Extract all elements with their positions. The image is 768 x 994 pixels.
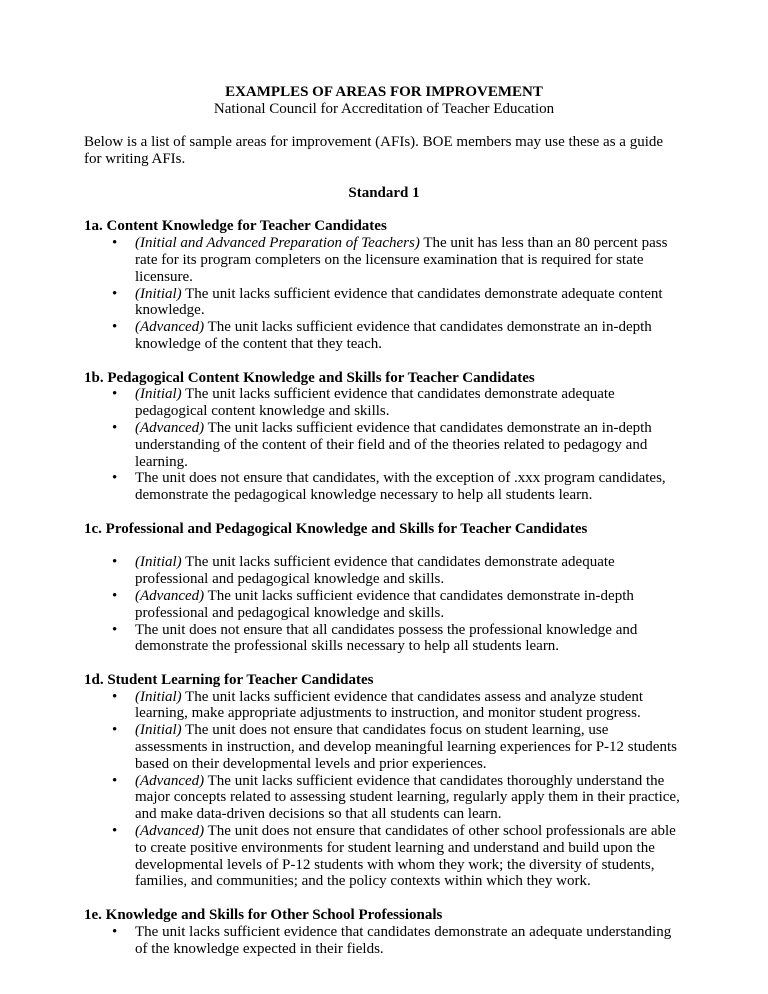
afi-text: The unit does not ensure that candidates of other school professionals are able to create positive environments for student learning and understand and build upon the developmental levels of P-12 students with whom they work; the diversity of students, families, and communities; and the policy contexts within which they work. — [135, 823, 676, 890]
section-heading-1a: 1a. Content Knowledge for Teacher Candidates — [84, 218, 387, 235]
afi-level-label: (Advanced) — [135, 587, 205, 604]
bullet-marker-icon: • — [112, 319, 118, 336]
afi-level-label: (Initial) — [135, 554, 182, 571]
bullet-marker-icon: • — [112, 386, 118, 403]
afi-text: The unit does not ensure that candidates, with the exception of .xxx program candidates, demonstrate the pedagogical knowledge necessary to help all students learn. — [135, 470, 666, 504]
bullet-marker-icon: • — [112, 823, 118, 840]
section-1e — [84, 907, 684, 957]
bullet-marker-icon: • — [112, 722, 118, 739]
afi-level-label: (Initial) — [135, 722, 182, 739]
afi-text: The unit does not ensure that candidates focus on student learning, use assessments in instruction, and develop meaningful learning experiences for P-12 students based on their developmental levels and prior experiences. — [135, 722, 677, 772]
afi-text: The unit has less than an 80 percent pass rate for its program completers on the licensure examination that is required for state licensure. — [135, 235, 668, 285]
document-subtitle: National Council for Accreditation of Teacher Education — [213, 100, 555, 117]
section-1a — [84, 218, 684, 352]
afi-text: The unit lacks sufficient evidence that candidates demonstrate adequate professional and pedagogical knowledge and skills. — [135, 554, 615, 588]
afi-bullet — [112, 386, 684, 420]
afi-text: The unit lacks sufficient evidence that candidates demonstrate an adequate understanding of the knowledge expected in their fields. — [135, 923, 672, 957]
afi-text: The unit does not ensure that all candidates possess the professional knowledge and demonstrate the professional skills necessary to help all students learn. — [135, 621, 638, 655]
afi-bullet — [112, 823, 684, 890]
afi-bullet — [112, 722, 684, 772]
afi-level-label: (Advanced) — [135, 419, 205, 436]
afi-bullet — [112, 470, 684, 504]
afi-text: The unit lacks sufficient evidence that candidates demonstrate adequate pedagogical content knowledge and skills. — [135, 386, 615, 420]
afi-level-label: (Initial) — [135, 688, 182, 705]
section-1b — [84, 370, 684, 504]
section-1c — [84, 521, 684, 655]
document-title: EXAMPLES OF AREAS FOR IMPROVEMENT — [225, 84, 543, 100]
afi-bullet — [112, 419, 684, 470]
bullet-marker-icon: • — [112, 587, 118, 604]
afi-bullet — [112, 688, 684, 723]
afi-list-1a — [84, 235, 684, 353]
section-heading-1e: 1e. Knowledge and Skills for Other School Professionals — [84, 907, 443, 924]
bullet-marker-icon: • — [112, 772, 118, 789]
afi-list-1c — [84, 554, 684, 655]
bullet-marker-icon: • — [112, 470, 118, 487]
afi-text: The unit lacks sufficient evidence that candidates assess and analyze student learning, make appropriate adjustments to instruction, and monitor student progress. — [135, 688, 644, 722]
afi-bullet — [112, 772, 684, 823]
afi-bullet — [112, 587, 684, 622]
bullet-marker-icon: • — [112, 688, 118, 705]
afi-bullet — [112, 319, 684, 353]
afi-level-label: (Advanced) — [135, 319, 205, 336]
afi-text: The unit lacks sufficient evidence that candidates demonstrate an in-depth understanding of the content of their field and of the theories related to pedagogy and learning. — [135, 419, 652, 470]
intro-paragraph: Below is a list of sample areas for improvement (AFIs). BOE members may use these as a guide for writing AFIs. — [84, 134, 664, 168]
afi-level-label: (Advanced) — [135, 772, 205, 789]
afi-list-1d — [84, 689, 684, 891]
bullet-marker-icon: • — [112, 923, 118, 940]
afi-level-label: (Initial) — [135, 386, 182, 403]
bullet-marker-icon: • — [112, 285, 118, 302]
bullet-marker-icon: • — [112, 419, 118, 436]
afi-bullet — [112, 621, 684, 656]
section-1d — [84, 672, 684, 890]
afi-text: The unit lacks sufficient evidence that candidates demonstrate adequate content knowledge. — [135, 285, 663, 319]
section-heading-1c: 1c. Professional and Pedagogical Knowledge and Skills for Teacher Candidates — [84, 520, 588, 537]
bullet-marker-icon: • — [112, 621, 118, 638]
afi-bullet — [112, 285, 684, 320]
afi-level-label: (Advanced) — [135, 823, 205, 840]
afi-level-label: (Initial) — [135, 285, 182, 302]
standard-1-heading: Standard 1 — [348, 184, 420, 201]
section-heading-1b: 1b. Pedagogical Content Knowledge and Skills for Teacher Candidates — [84, 369, 535, 386]
afi-list-1e — [84, 924, 684, 958]
afi-bullet — [112, 554, 684, 588]
afi-bullet — [112, 235, 684, 285]
afi-bullet — [112, 923, 684, 958]
bullet-marker-icon: • — [112, 554, 118, 571]
afi-text: The unit lacks sufficient evidence that candidates thoroughly understand the major concepts related to assessing student learning, regularly apply them in their practice, and make data-driven decisions so that all students can learn. — [135, 772, 680, 823]
section-heading-1d: 1d. Student Learning for Teacher Candidates — [84, 671, 374, 688]
afi-level-label: (Initial and Advanced Preparation of Teachers) — [135, 235, 420, 252]
afi-text: The unit lacks sufficient evidence that candidates demonstrate in-depth professional and pedagogical knowledge and skills. — [135, 587, 634, 621]
afi-list-1b — [84, 386, 684, 504]
afi-text: The unit lacks sufficient evidence that candidates demonstrate an in-depth knowledge of the content that they teach. — [135, 319, 652, 352]
bullet-marker-icon: • — [112, 235, 118, 252]
